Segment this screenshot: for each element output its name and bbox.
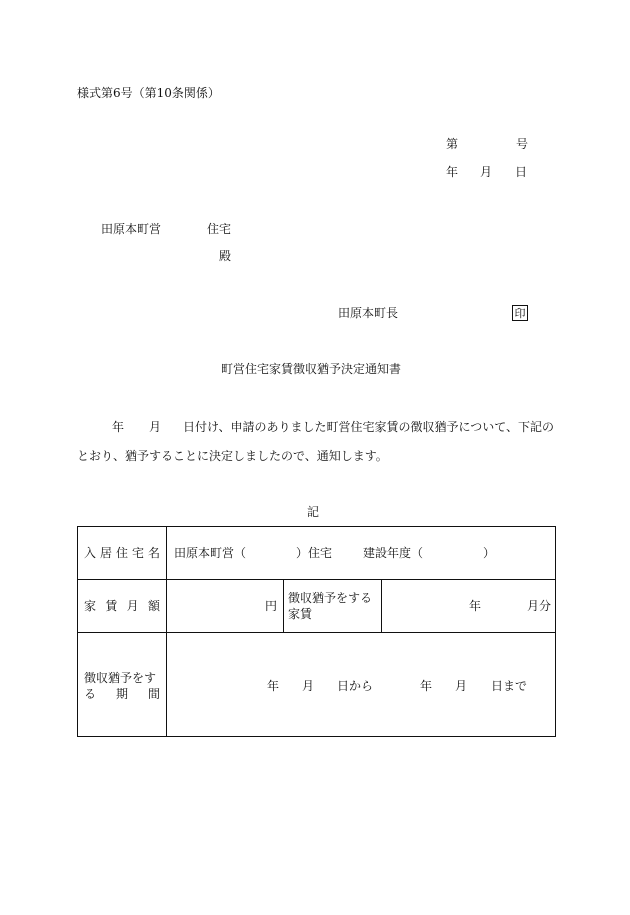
construction-year-label: 建設年度（ bbox=[363, 546, 424, 560]
label-column-divider bbox=[166, 527, 167, 736]
body-month: 月 bbox=[149, 420, 162, 434]
form-number: 様式第6号（第10条関係） bbox=[77, 86, 220, 100]
document-title: 町営住宅家賃徴収猶予決定通知書 bbox=[221, 362, 402, 376]
label-monthly-rent: 家 賃 月 額 bbox=[84, 599, 160, 613]
deferred-rent-label-1: 徴収猶予をする bbox=[288, 591, 373, 605]
addressee-honorific: 殿 bbox=[219, 249, 232, 263]
deferred-year: 年 bbox=[469, 599, 482, 613]
label-deferral-period-1: 徴収猶予をす bbox=[84, 671, 157, 685]
row-divider bbox=[78, 579, 555, 580]
addressee-suffix: 住宅 bbox=[207, 222, 232, 236]
yen-unit: 円 bbox=[265, 599, 278, 613]
period-from-month: 月 bbox=[302, 679, 315, 693]
period-from-year: 年 bbox=[267, 679, 280, 693]
seal-stamp: 印 bbox=[512, 305, 528, 321]
label-deferral-period-2: る 期 間 bbox=[84, 687, 160, 701]
body-line1: 日付け、申請のありました町営住宅家賃の徴収猶予について、下記の bbox=[183, 420, 555, 434]
date-month: 月 bbox=[480, 165, 493, 179]
cell-divider bbox=[283, 579, 284, 632]
period-from-day: 日から bbox=[337, 679, 374, 693]
details-table bbox=[77, 526, 556, 737]
label-residence-name: 入 居 住 宅 名 bbox=[84, 546, 160, 560]
date-year: 年 bbox=[446, 165, 459, 179]
doc-number-prefix: 第 bbox=[446, 137, 459, 151]
date-day: 日 bbox=[515, 165, 528, 179]
period-to-month: 月 bbox=[455, 679, 468, 693]
doc-number-suffix: 号 bbox=[516, 137, 529, 151]
body-line2: とおり、猶予することに決定しましたので、通知します。 bbox=[77, 449, 388, 463]
record-label: 記 bbox=[307, 505, 320, 519]
deferred-month-part: 月分 bbox=[527, 599, 552, 613]
residence-name-suffix: ）住宅 bbox=[296, 546, 333, 560]
addressee-line: 田原本町営 bbox=[101, 222, 162, 236]
construction-year-close: ） bbox=[483, 546, 496, 560]
deferred-rent-label-2: 家賃 bbox=[288, 607, 313, 621]
issuer-name: 田原本町長 bbox=[338, 306, 399, 320]
cell-divider bbox=[381, 579, 382, 632]
residence-name-prefix: 田原本町営（ bbox=[174, 546, 247, 560]
body-year: 年 bbox=[112, 420, 125, 434]
row-divider bbox=[78, 632, 555, 633]
period-to-year: 年 bbox=[420, 679, 433, 693]
period-to-day: 日まで bbox=[491, 679, 528, 693]
